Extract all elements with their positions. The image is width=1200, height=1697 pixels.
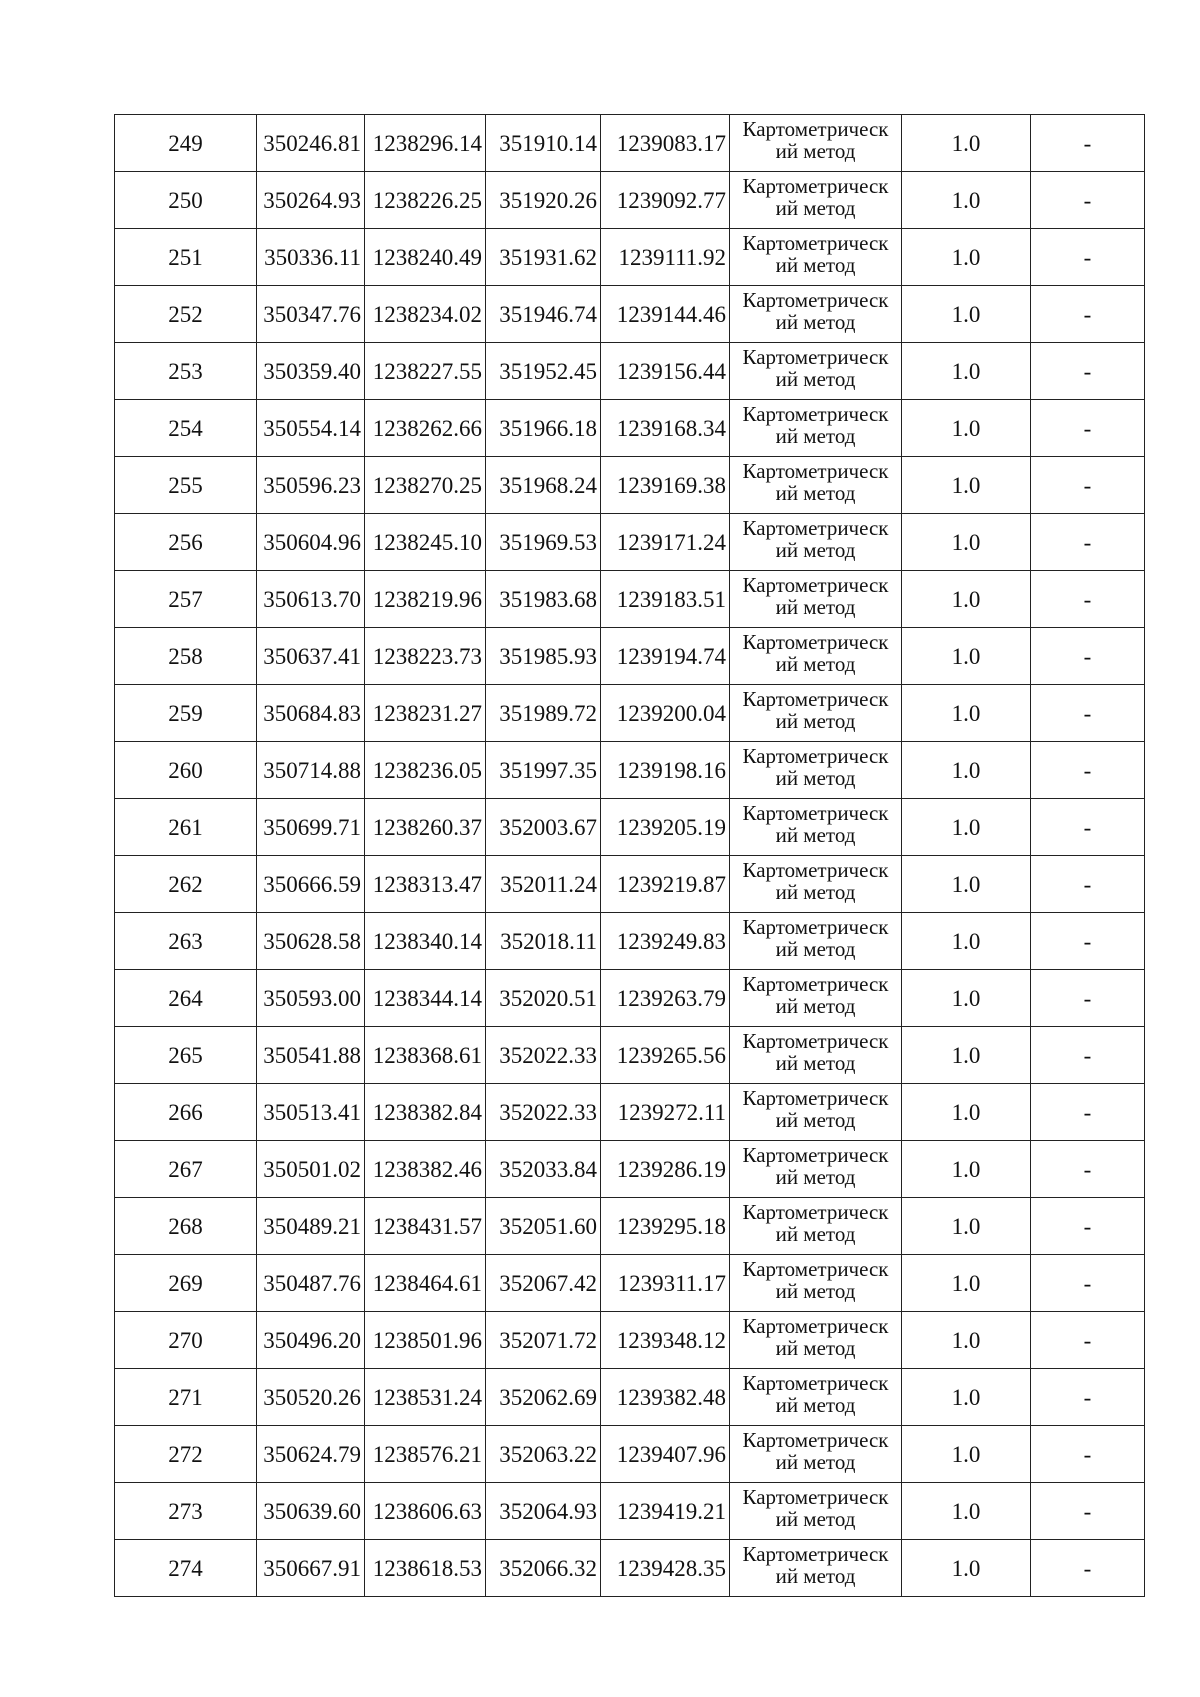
- table-row: [115, 400, 1145, 457]
- accuracy-cell: 1.0: [902, 1312, 1031, 1369]
- y2-coordinate-cell: 1239311.17: [601, 1255, 730, 1312]
- method-cell: [730, 514, 902, 571]
- accuracy-cell: 1.0: [902, 229, 1031, 286]
- y2-coordinate-cell: 1239198.16: [601, 742, 730, 799]
- accuracy-cell: 1.0: [902, 514, 1031, 571]
- method-text-line1: Картометрическ: [742, 1371, 889, 1395]
- method-cell: [730, 1540, 902, 1597]
- accuracy-cell: 1.0: [902, 913, 1031, 970]
- y2-coordinate-cell: 1239194.74: [601, 628, 730, 685]
- accuracy-cell: 1.0: [902, 628, 1031, 685]
- method-text-line2: ий метод: [775, 1051, 856, 1075]
- method-cell: [730, 628, 902, 685]
- y1-coordinate-cell: 1238260.37: [365, 799, 486, 856]
- table-body: [115, 115, 1145, 1597]
- accuracy-cell: 1.0: [902, 685, 1031, 742]
- method-text-line2: ий метод: [775, 481, 856, 505]
- x2-coordinate-cell: 352022.33: [486, 1027, 601, 1084]
- method-text-line1: Картометрическ: [742, 117, 889, 141]
- x1-coordinate-cell: 350593.00: [257, 970, 365, 1027]
- y1-coordinate-cell: 1238431.57: [365, 1198, 486, 1255]
- y2-coordinate-cell: 1239111.92: [601, 229, 730, 286]
- y2-coordinate-cell: 1239205.19: [601, 799, 730, 856]
- y2-coordinate-cell: 1239286.19: [601, 1141, 730, 1198]
- method-text-line1: Картометрическ: [742, 1542, 889, 1566]
- method-cell: [730, 1255, 902, 1312]
- method-text-line2: ий метод: [775, 538, 856, 562]
- x1-coordinate-cell: 350624.79: [257, 1426, 365, 1483]
- x1-coordinate-cell: 350501.02: [257, 1141, 365, 1198]
- point-number-cell: 253: [115, 343, 257, 400]
- y1-coordinate-cell: 1238245.10: [365, 514, 486, 571]
- x1-coordinate-cell: 350487.76: [257, 1255, 365, 1312]
- x1-coordinate-cell: 350613.70: [257, 571, 365, 628]
- method-text-line2: ий метод: [775, 1165, 856, 1189]
- method-text-line2: ий метод: [775, 1279, 856, 1303]
- y2-coordinate-cell: 1239171.24: [601, 514, 730, 571]
- table-row: [115, 1255, 1145, 1312]
- note-cell: -: [1031, 286, 1145, 343]
- point-number-cell: 272: [115, 1426, 257, 1483]
- x2-coordinate-cell: 352018.11: [486, 913, 601, 970]
- method-text-line2: ий метод: [775, 367, 856, 391]
- note-cell: -: [1031, 742, 1145, 799]
- y2-coordinate-cell: 1239219.87: [601, 856, 730, 913]
- note-cell: -: [1031, 799, 1145, 856]
- x2-coordinate-cell: 352033.84: [486, 1141, 601, 1198]
- x2-coordinate-cell: 351989.72: [486, 685, 601, 742]
- note-cell: -: [1031, 1141, 1145, 1198]
- point-number-cell: 256: [115, 514, 257, 571]
- method-cell: [730, 457, 902, 514]
- y1-coordinate-cell: 1238240.49: [365, 229, 486, 286]
- x2-coordinate-cell: 352020.51: [486, 970, 601, 1027]
- method-text-line2: ий метод: [775, 1507, 856, 1531]
- note-cell: -: [1031, 571, 1145, 628]
- y2-coordinate-cell: 1239144.46: [601, 286, 730, 343]
- point-number-cell: 270: [115, 1312, 257, 1369]
- x1-coordinate-cell: 350496.20: [257, 1312, 365, 1369]
- accuracy-cell: 1.0: [902, 457, 1031, 514]
- table-row: [115, 1312, 1145, 1369]
- method-text-line1: Картометрическ: [742, 1314, 889, 1338]
- method-text-line2: ий метод: [775, 937, 856, 961]
- method-cell: [730, 343, 902, 400]
- x2-coordinate-cell: 351931.62: [486, 229, 601, 286]
- point-number-cell: 250: [115, 172, 257, 229]
- accuracy-cell: 1.0: [902, 799, 1031, 856]
- x1-coordinate-cell: 350637.41: [257, 628, 365, 685]
- table-row: [115, 742, 1145, 799]
- coordinates-table: [114, 114, 1145, 1597]
- x2-coordinate-cell: 352011.24: [486, 856, 601, 913]
- y1-coordinate-cell: 1238270.25: [365, 457, 486, 514]
- note-cell: -: [1031, 1312, 1145, 1369]
- method-text-line1: Картометрическ: [742, 801, 889, 825]
- x2-coordinate-cell: 352022.33: [486, 1084, 601, 1141]
- table-row: [115, 1084, 1145, 1141]
- note-cell: -: [1031, 343, 1145, 400]
- x1-coordinate-cell: 350667.91: [257, 1540, 365, 1597]
- y2-coordinate-cell: 1239168.34: [601, 400, 730, 457]
- method-text-line1: Картометрическ: [742, 744, 889, 768]
- x2-coordinate-cell: 352003.67: [486, 799, 601, 856]
- method-text-line2: ий метод: [775, 709, 856, 733]
- x1-coordinate-cell: 350347.76: [257, 286, 365, 343]
- method-text-line1: Картометрическ: [742, 1086, 889, 1110]
- note-cell: -: [1031, 970, 1145, 1027]
- method-text-line1: Картометрическ: [742, 630, 889, 654]
- y1-coordinate-cell: 1238296.14: [365, 115, 486, 172]
- point-number-cell: 252: [115, 286, 257, 343]
- x1-coordinate-cell: 350264.93: [257, 172, 365, 229]
- method-text-line2: ий метод: [775, 1393, 856, 1417]
- x2-coordinate-cell: 352062.69: [486, 1369, 601, 1426]
- table-row: [115, 115, 1145, 172]
- method-text-line1: Картометрическ: [742, 345, 889, 369]
- point-number-cell: 254: [115, 400, 257, 457]
- point-number-cell: 265: [115, 1027, 257, 1084]
- method-text-line2: ий метод: [775, 766, 856, 790]
- table-row: [115, 1141, 1145, 1198]
- x1-coordinate-cell: 350513.41: [257, 1084, 365, 1141]
- table-row: [115, 1198, 1145, 1255]
- x2-coordinate-cell: 351985.93: [486, 628, 601, 685]
- note-cell: -: [1031, 229, 1145, 286]
- y2-coordinate-cell: 1239249.83: [601, 913, 730, 970]
- point-number-cell: 257: [115, 571, 257, 628]
- note-cell: -: [1031, 685, 1145, 742]
- method-cell: [730, 1426, 902, 1483]
- method-text-line2: ий метод: [775, 424, 856, 448]
- accuracy-cell: 1.0: [902, 115, 1031, 172]
- y2-coordinate-cell: 1239200.04: [601, 685, 730, 742]
- x2-coordinate-cell: 351920.26: [486, 172, 601, 229]
- method-text-line1: Картометрическ: [742, 1143, 889, 1167]
- x2-coordinate-cell: 351910.14: [486, 115, 601, 172]
- point-number-cell: 267: [115, 1141, 257, 1198]
- accuracy-cell: 1.0: [902, 286, 1031, 343]
- method-cell: [730, 1483, 902, 1540]
- x1-coordinate-cell: 350520.26: [257, 1369, 365, 1426]
- note-cell: -: [1031, 1255, 1145, 1312]
- x1-coordinate-cell: 350596.23: [257, 457, 365, 514]
- method-text-line1: Картометрическ: [742, 516, 889, 540]
- point-number-cell: 268: [115, 1198, 257, 1255]
- point-number-cell: 271: [115, 1369, 257, 1426]
- x2-coordinate-cell: 351946.74: [486, 286, 601, 343]
- method-text-line2: ий метод: [775, 253, 856, 277]
- y2-coordinate-cell: 1239263.79: [601, 970, 730, 1027]
- method-text-line2: ий метод: [775, 1564, 856, 1588]
- x1-coordinate-cell: 350554.14: [257, 400, 365, 457]
- method-text-line1: Картометрическ: [742, 1200, 889, 1224]
- method-text-line2: ий метод: [775, 823, 856, 847]
- note-cell: -: [1031, 1369, 1145, 1426]
- point-number-cell: 249: [115, 115, 257, 172]
- method-cell: [730, 1369, 902, 1426]
- method-text-line1: Картометрическ: [742, 573, 889, 597]
- accuracy-cell: 1.0: [902, 1540, 1031, 1597]
- method-text-line2: ий метод: [775, 196, 856, 220]
- method-cell: [730, 286, 902, 343]
- method-text-line1: Картометрическ: [742, 972, 889, 996]
- method-cell: [730, 799, 902, 856]
- method-cell: [730, 172, 902, 229]
- method-text-line1: Картометрическ: [742, 858, 889, 882]
- y1-coordinate-cell: 1238262.66: [365, 400, 486, 457]
- accuracy-cell: 1.0: [902, 1255, 1031, 1312]
- x1-coordinate-cell: 350246.81: [257, 115, 365, 172]
- y1-coordinate-cell: 1238236.05: [365, 742, 486, 799]
- x1-coordinate-cell: 350489.21: [257, 1198, 365, 1255]
- method-cell: [730, 115, 902, 172]
- note-cell: -: [1031, 913, 1145, 970]
- x2-coordinate-cell: 351966.18: [486, 400, 601, 457]
- x2-coordinate-cell: 352067.42: [486, 1255, 601, 1312]
- note-cell: -: [1031, 514, 1145, 571]
- point-number-cell: 269: [115, 1255, 257, 1312]
- y2-coordinate-cell: 1239169.38: [601, 457, 730, 514]
- x2-coordinate-cell: 352051.60: [486, 1198, 601, 1255]
- accuracy-cell: 1.0: [902, 1141, 1031, 1198]
- note-cell: -: [1031, 1540, 1145, 1597]
- y1-coordinate-cell: 1238226.25: [365, 172, 486, 229]
- method-text-line1: Картометрическ: [742, 459, 889, 483]
- y2-coordinate-cell: 1239092.77: [601, 172, 730, 229]
- y2-coordinate-cell: 1239407.96: [601, 1426, 730, 1483]
- method-text-line1: Картометрическ: [742, 1257, 889, 1281]
- method-text-line1: Картометрическ: [742, 915, 889, 939]
- method-text-line1: Картометрическ: [742, 1029, 889, 1053]
- method-cell: [730, 1198, 902, 1255]
- table-row: [115, 1027, 1145, 1084]
- table-row: [115, 799, 1145, 856]
- point-number-cell: 255: [115, 457, 257, 514]
- x1-coordinate-cell: 350666.59: [257, 856, 365, 913]
- method-cell: [730, 1141, 902, 1198]
- x2-coordinate-cell: 351997.35: [486, 742, 601, 799]
- note-cell: -: [1031, 856, 1145, 913]
- note-cell: -: [1031, 172, 1145, 229]
- accuracy-cell: 1.0: [902, 400, 1031, 457]
- table-row: [115, 229, 1145, 286]
- note-cell: -: [1031, 115, 1145, 172]
- method-cell: [730, 1027, 902, 1084]
- y1-coordinate-cell: 1238368.61: [365, 1027, 486, 1084]
- x1-coordinate-cell: 350359.40: [257, 343, 365, 400]
- y1-coordinate-cell: 1238234.02: [365, 286, 486, 343]
- method-cell: [730, 400, 902, 457]
- method-cell: [730, 970, 902, 1027]
- table-row: [115, 343, 1145, 400]
- accuracy-cell: 1.0: [902, 970, 1031, 1027]
- method-text-line2: ий метод: [775, 880, 856, 904]
- table-row: [115, 571, 1145, 628]
- point-number-cell: 263: [115, 913, 257, 970]
- y1-coordinate-cell: 1238531.24: [365, 1369, 486, 1426]
- method-text-line1: Картометрическ: [742, 288, 889, 312]
- method-text-line2: ий метод: [775, 1336, 856, 1360]
- x2-coordinate-cell: 351969.53: [486, 514, 601, 571]
- x1-coordinate-cell: 350684.83: [257, 685, 365, 742]
- note-cell: -: [1031, 1027, 1145, 1084]
- table-row: [115, 514, 1145, 571]
- method-cell: [730, 913, 902, 970]
- table-row: [115, 1540, 1145, 1597]
- method-cell: [730, 229, 902, 286]
- y1-coordinate-cell: 1238219.96: [365, 571, 486, 628]
- x1-coordinate-cell: 350336.11: [257, 229, 365, 286]
- table-row: [115, 913, 1145, 970]
- note-cell: -: [1031, 628, 1145, 685]
- x2-coordinate-cell: 352071.72: [486, 1312, 601, 1369]
- table-row: [115, 970, 1145, 1027]
- y2-coordinate-cell: 1239183.51: [601, 571, 730, 628]
- x2-coordinate-cell: 351968.24: [486, 457, 601, 514]
- y1-coordinate-cell: 1238340.14: [365, 913, 486, 970]
- accuracy-cell: 1.0: [902, 1027, 1031, 1084]
- y2-coordinate-cell: 1239348.12: [601, 1312, 730, 1369]
- point-number-cell: 262: [115, 856, 257, 913]
- y1-coordinate-cell: 1238576.21: [365, 1426, 486, 1483]
- method-text-line2: ий метод: [775, 994, 856, 1018]
- table-row: [115, 1483, 1145, 1540]
- point-number-cell: 264: [115, 970, 257, 1027]
- accuracy-cell: 1.0: [902, 1369, 1031, 1426]
- method-cell: [730, 685, 902, 742]
- method-text-line2: ий метод: [775, 595, 856, 619]
- method-text-line2: ий метод: [775, 1450, 856, 1474]
- table-row: [115, 1426, 1145, 1483]
- y1-coordinate-cell: 1238227.55: [365, 343, 486, 400]
- x2-coordinate-cell: 352064.93: [486, 1483, 601, 1540]
- y1-coordinate-cell: 1238464.61: [365, 1255, 486, 1312]
- y2-coordinate-cell: 1239083.17: [601, 115, 730, 172]
- method-cell: [730, 742, 902, 799]
- point-number-cell: 274: [115, 1540, 257, 1597]
- y2-coordinate-cell: 1239156.44: [601, 343, 730, 400]
- y1-coordinate-cell: 1238618.53: [365, 1540, 486, 1597]
- y2-coordinate-cell: 1239295.18: [601, 1198, 730, 1255]
- note-cell: -: [1031, 1426, 1145, 1483]
- note-cell: -: [1031, 400, 1145, 457]
- method-cell: [730, 571, 902, 628]
- x2-coordinate-cell: 351983.68: [486, 571, 601, 628]
- note-cell: -: [1031, 1084, 1145, 1141]
- y1-coordinate-cell: 1238382.84: [365, 1084, 486, 1141]
- y2-coordinate-cell: 1239272.11: [601, 1084, 730, 1141]
- note-cell: -: [1031, 1198, 1145, 1255]
- point-number-cell: 258: [115, 628, 257, 685]
- accuracy-cell: 1.0: [902, 172, 1031, 229]
- x1-coordinate-cell: 350699.71: [257, 799, 365, 856]
- point-number-cell: 251: [115, 229, 257, 286]
- y1-coordinate-cell: 1238231.27: [365, 685, 486, 742]
- table-row: [115, 286, 1145, 343]
- method-text-line1: Картометрическ: [742, 231, 889, 255]
- x1-coordinate-cell: 350628.58: [257, 913, 365, 970]
- y2-coordinate-cell: 1239428.35: [601, 1540, 730, 1597]
- method-text-line2: ий метод: [775, 1108, 856, 1132]
- method-text-line2: ий метод: [775, 1222, 856, 1246]
- method-text-line2: ий метод: [775, 139, 856, 163]
- method-cell: [730, 1312, 902, 1369]
- method-text-line1: Картометрическ: [742, 687, 889, 711]
- method-text-line1: Картометрическ: [742, 174, 889, 198]
- point-number-cell: 259: [115, 685, 257, 742]
- accuracy-cell: 1.0: [902, 1483, 1031, 1540]
- table-row: [115, 172, 1145, 229]
- accuracy-cell: 1.0: [902, 1426, 1031, 1483]
- method-cell: [730, 1084, 902, 1141]
- point-number-cell: 260: [115, 742, 257, 799]
- y1-coordinate-cell: 1238501.96: [365, 1312, 486, 1369]
- x2-coordinate-cell: 352063.22: [486, 1426, 601, 1483]
- point-number-cell: 266: [115, 1084, 257, 1141]
- y2-coordinate-cell: 1239382.48: [601, 1369, 730, 1426]
- x1-coordinate-cell: 350604.96: [257, 514, 365, 571]
- accuracy-cell: 1.0: [902, 742, 1031, 799]
- table-row: [115, 1369, 1145, 1426]
- x1-coordinate-cell: 350639.60: [257, 1483, 365, 1540]
- table-row: [115, 856, 1145, 913]
- note-cell: -: [1031, 1483, 1145, 1540]
- accuracy-cell: 1.0: [902, 1084, 1031, 1141]
- accuracy-cell: 1.0: [902, 343, 1031, 400]
- y1-coordinate-cell: 1238223.73: [365, 628, 486, 685]
- table-row: [115, 628, 1145, 685]
- y2-coordinate-cell: 1239265.56: [601, 1027, 730, 1084]
- x2-coordinate-cell: 352066.32: [486, 1540, 601, 1597]
- accuracy-cell: 1.0: [902, 1198, 1031, 1255]
- y2-coordinate-cell: 1239419.21: [601, 1483, 730, 1540]
- x1-coordinate-cell: 350541.88: [257, 1027, 365, 1084]
- accuracy-cell: 1.0: [902, 571, 1031, 628]
- x2-coordinate-cell: 351952.45: [486, 343, 601, 400]
- method-text-line1: Картометрическ: [742, 1485, 889, 1509]
- y1-coordinate-cell: 1238344.14: [365, 970, 486, 1027]
- note-cell: -: [1031, 457, 1145, 514]
- method-cell: [730, 856, 902, 913]
- y1-coordinate-cell: 1238382.46: [365, 1141, 486, 1198]
- method-text-line1: Картометрическ: [742, 1428, 889, 1452]
- y1-coordinate-cell: 1238313.47: [365, 856, 486, 913]
- y1-coordinate-cell: 1238606.63: [365, 1483, 486, 1540]
- table-row: [115, 457, 1145, 514]
- point-number-cell: 261: [115, 799, 257, 856]
- point-number-cell: 273: [115, 1483, 257, 1540]
- method-text-line2: ий метод: [775, 310, 856, 334]
- accuracy-cell: 1.0: [902, 856, 1031, 913]
- method-text-line2: ий метод: [775, 652, 856, 676]
- table-row: [115, 685, 1145, 742]
- x1-coordinate-cell: 350714.88: [257, 742, 365, 799]
- method-text-line1: Картометрическ: [742, 402, 889, 426]
